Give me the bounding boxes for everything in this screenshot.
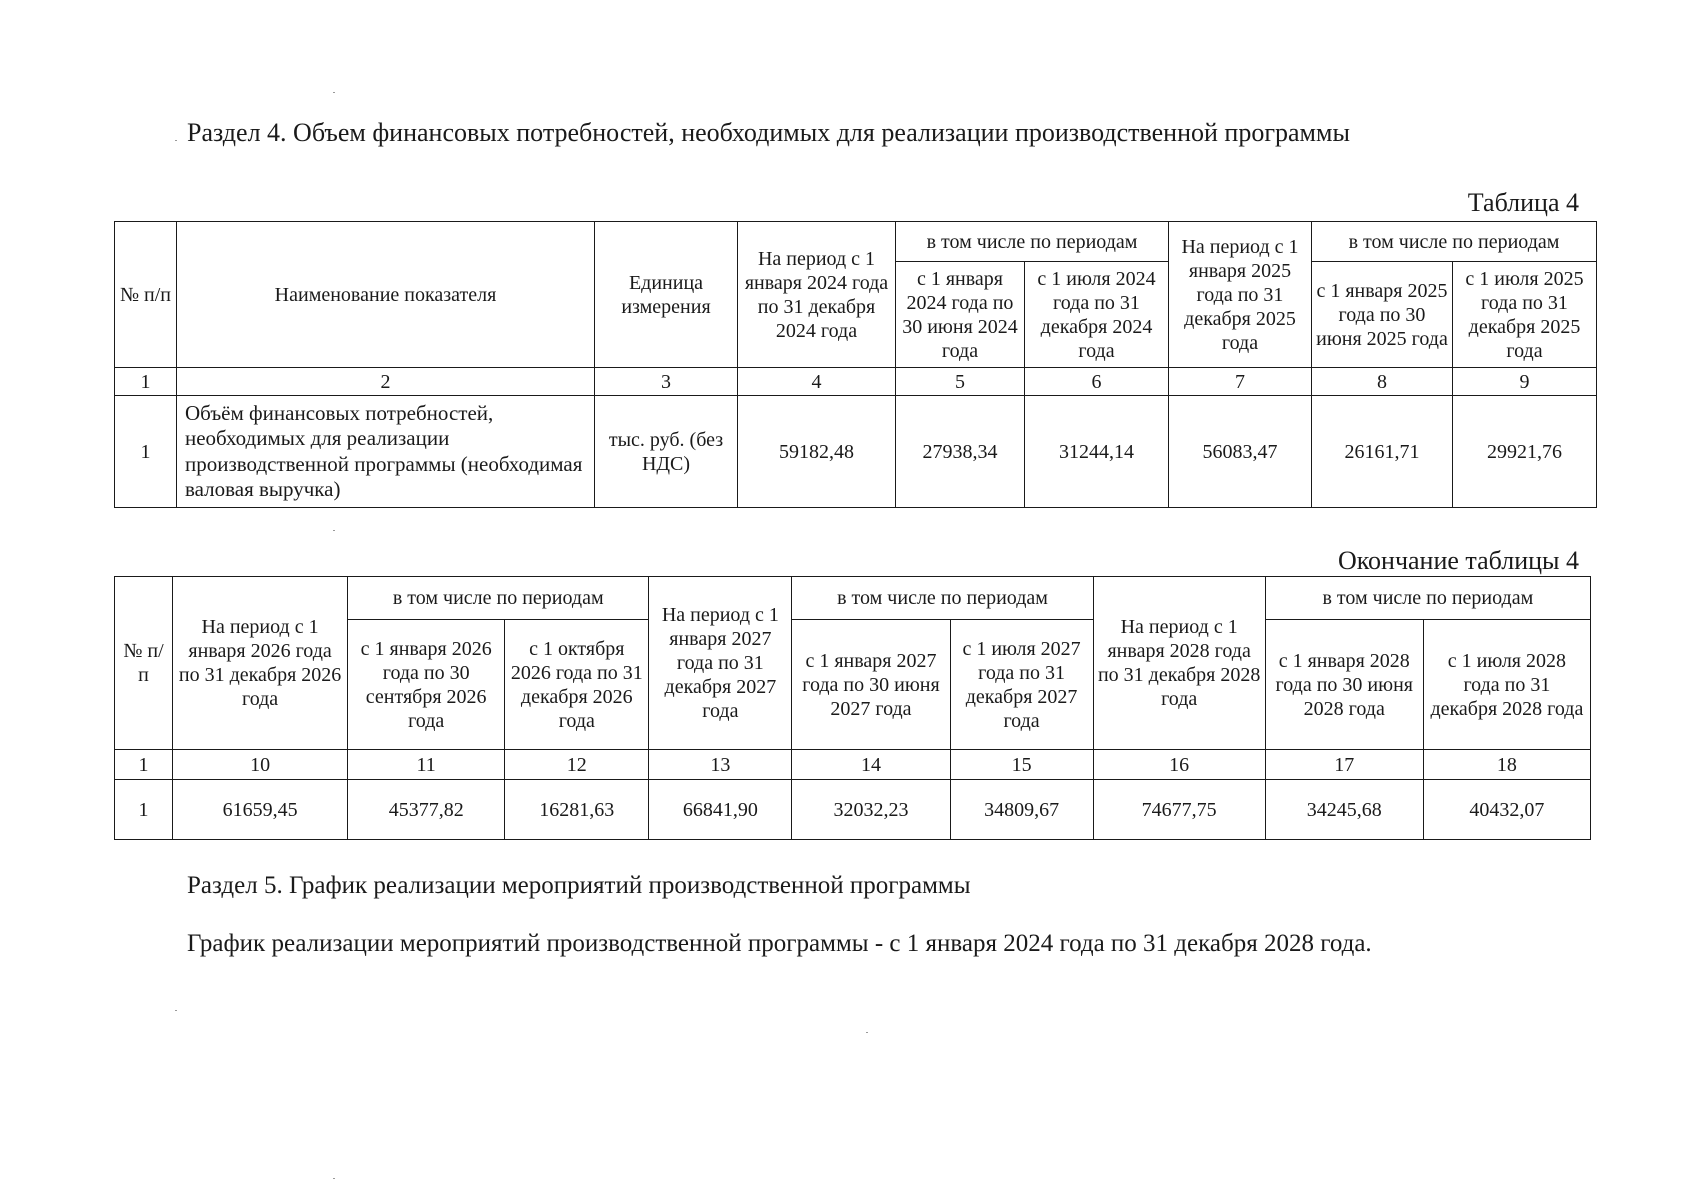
value-cell: 66841,90	[649, 780, 792, 840]
row-name: Объём финансовых потребностей, необходимых для реализации производственной программы (необходимая валовая выручка)	[177, 396, 595, 508]
col-number: 18	[1423, 750, 1590, 780]
value-cell: 26161,71	[1312, 396, 1453, 508]
col-number: 16	[1093, 750, 1265, 780]
col-number: 2	[177, 368, 595, 396]
header-h1-2028: с 1 января 2028 года по 30 июня 2028 года	[1265, 620, 1423, 750]
header-including-periods: в том числе по периодам	[1312, 222, 1597, 262]
header-h1-2024: с 1 января 2024 года по 30 июня 2024 года	[896, 262, 1025, 368]
col-number: 6	[1025, 368, 1169, 396]
row-num: 1	[115, 396, 177, 508]
scan-speck	[175, 1010, 177, 1011]
value-cell: 27938,34	[896, 396, 1025, 508]
value-cell: 40432,07	[1423, 780, 1590, 840]
col-number: 10	[173, 750, 348, 780]
header-h2-2028: с 1 июля 2028 года по 31 декабря 2028 года	[1423, 620, 1590, 750]
header-period-2027: На период с 1 января 2027 года по 31 декабря 2027 года	[649, 577, 792, 750]
table-4-caption: Таблица 4	[1467, 188, 1579, 217]
value-cell: 29921,76	[1453, 396, 1597, 508]
header-period-2024: На период с 1 января 2024 года по 31 декабря 2024 года	[738, 222, 896, 368]
header-h2-2025: с 1 июля 2025 года по 31 декабря 2025 года	[1453, 262, 1597, 368]
col-number: 9	[1453, 368, 1597, 396]
value-cell: 56083,47	[1169, 396, 1312, 508]
header-period-2025: На период с 1 января 2025 года по 31 декабря 2025 года	[1169, 222, 1312, 368]
col-number: 5	[896, 368, 1025, 396]
col-number: 1	[115, 368, 177, 396]
header-including-periods: в том числе по периодам	[348, 577, 649, 620]
value-cell: 61659,45	[173, 780, 348, 840]
table-4	[114, 221, 1597, 508]
header-h1-2027: с 1 января 2027 года по 30 июня 2027 года	[792, 620, 950, 750]
scan-speck	[175, 140, 177, 141]
header-p2-2026: с 1 октября 2026 года по 31 декабря 2026 года	[505, 620, 649, 750]
table-4-end-caption: Окончание таблицы 4	[1337, 546, 1579, 575]
col-number: 7	[1169, 368, 1312, 396]
header-period-2026: На период с 1 января 2026 года по 31 декабря 2026 года	[173, 577, 348, 750]
header-num: № п/п	[115, 577, 173, 750]
col-number: 13	[649, 750, 792, 780]
header-period-2028: На период с 1 января 2028 года по 31 декабря 2028 года	[1093, 577, 1265, 750]
header-h2-2024: с 1 июля 2024 года по 31 декабря 2024 года	[1025, 262, 1169, 368]
header-num: № п/п	[115, 222, 177, 368]
table-4-end	[114, 576, 1591, 840]
scan-speck	[333, 92, 335, 93]
value-cell: 45377,82	[348, 780, 505, 840]
col-number: 4	[738, 368, 896, 396]
header-p1-2026: с 1 января 2026 года по 30 сентября 2026 года	[348, 620, 505, 750]
row-unit: тыс. руб. (без НДС)	[595, 396, 738, 508]
section-5-title: Раздел 5. График реализации мероприятий производственной программы	[187, 872, 971, 899]
scan-speck	[333, 530, 335, 531]
value-cell: 31244,14	[1025, 396, 1169, 508]
section-4-title: Раздел 4. Объем финансовых потребностей, необходимых для реализации производственной программы	[187, 118, 1350, 147]
header-including-periods: в том числе по периодам	[1265, 577, 1590, 620]
col-number: 3	[595, 368, 738, 396]
scan-speck	[333, 1178, 335, 1179]
header-including-periods: в том числе по периодам	[896, 222, 1169, 262]
header-unit: Единица измерения	[595, 222, 738, 368]
header-h1-2025: с 1 января 2025 года по 30 июня 2025 года	[1312, 262, 1453, 368]
row-num: 1	[115, 780, 173, 840]
value-cell: 16281,63	[505, 780, 649, 840]
value-cell: 74677,75	[1093, 780, 1265, 840]
section-5-text: График реализации мероприятий производственной программы - с 1 января 2024 года по 31 декабря 2028 года.	[187, 930, 1372, 957]
col-number: 14	[792, 750, 950, 780]
col-number: 11	[348, 750, 505, 780]
scan-speck	[866, 1032, 868, 1033]
value-cell: 34809,67	[950, 780, 1093, 840]
col-number: 15	[950, 750, 1093, 780]
value-cell: 32032,23	[792, 780, 950, 840]
value-cell: 59182,48	[738, 396, 896, 508]
col-number: 1	[115, 750, 173, 780]
col-number: 12	[505, 750, 649, 780]
col-number: 17	[1265, 750, 1423, 780]
header-name: Наименование показателя	[177, 222, 595, 368]
header-including-periods: в том числе по периодам	[792, 577, 1093, 620]
value-cell: 34245,68	[1265, 780, 1423, 840]
header-h2-2027: с 1 июля 2027 года по 31 декабря 2027 года	[950, 620, 1093, 750]
col-number: 8	[1312, 368, 1453, 396]
